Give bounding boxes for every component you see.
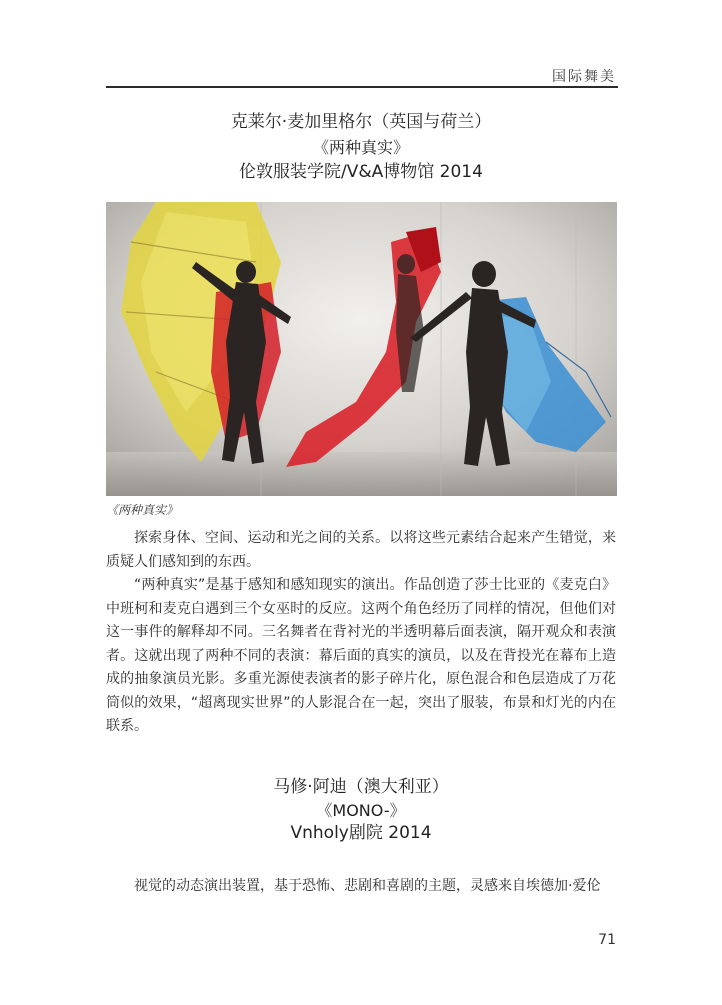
paragraph: 探索身体、空间、运动和光之间的关系。以将这些元素结合起来产生错觉，来质疑人们感知到的东西。 bbox=[106, 530, 616, 570]
work1-artist: 克莱尔·麦加里格尔（英国与荷兰） bbox=[230, 112, 492, 132]
work2-venue: Vnholy剧院 2014 bbox=[290, 823, 432, 843]
stage-floor bbox=[106, 452, 617, 496]
work1-venue: 伦敦服装学院/V&A博物馆 2014 bbox=[239, 162, 483, 182]
photo-caption: 《两种真实》 bbox=[106, 503, 179, 517]
section-label: 国际舞美 bbox=[552, 69, 616, 85]
page-number: 71 bbox=[598, 932, 616, 948]
work1-heading bbox=[106, 110, 616, 185]
work2-heading bbox=[106, 776, 616, 845]
body-section-1 bbox=[106, 527, 616, 739]
work2-title: 《MONO-》 bbox=[316, 801, 406, 820]
work1-title: 《两种真实》 bbox=[312, 138, 409, 157]
work2-artist: 马修·阿迪（澳大利亚） bbox=[273, 777, 449, 797]
body-section-2 bbox=[106, 875, 616, 899]
header-rule bbox=[106, 86, 618, 88]
performance-photo bbox=[106, 202, 617, 496]
paragraph: 视觉的动态演出装置，基于恐怖、悲剧和喜剧的主题，灵感来自埃德加·爱伦 bbox=[134, 878, 601, 894]
paragraph: “两种真实”是基于感知和感知现实的演出。作品创造了莎士比亚的《麦克白》中班柯和麦克白遇到三个女巫时的反应。这两个角色经历了同样的情况，但他们对这一事件的解释却不同。三名舞者在背衬光的半透明幕后面表演，隔开观众和表演者。这就出现了两种不同的表演：幕后面的真实的演员，以及在背投光在幕布上造成的抽象演员光影。多重光源使表演者的影子碎片化，原色混合和色层造成了万花筒似的效果，“超离现实世界”的人影混合在一起，突出了服装，布景和灯光的内在联系。 bbox=[106, 577, 616, 734]
